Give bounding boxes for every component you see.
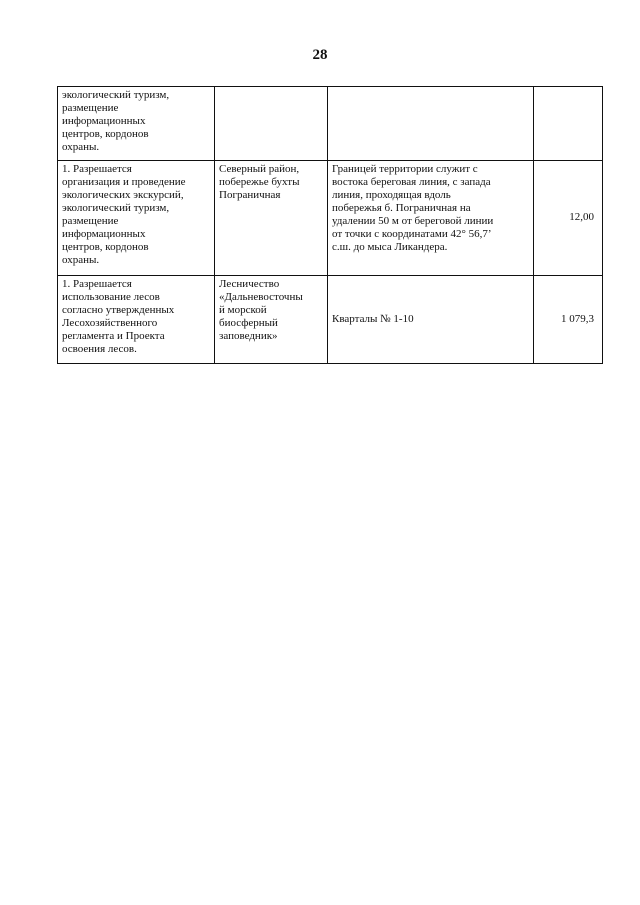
table-row [58,87,603,161]
activity-cell: 1. Разрешается использование лесов согласно утвержденных Лесохозяйственного регламента и Проекта освоения лесов. [58,276,215,364]
activity-cell: 1. Разрешается организация и проведение экологических экскурсий, экологический туризм, размещение информационных центров, кордонов охраны. [58,161,215,276]
location-cell: Северный район, побережье бухты Пограничная [215,161,328,276]
area-cell: 1 079,3 [534,276,603,364]
location-cell: Лесничество «Дальневосточны й морской биосферный заповедник» [215,276,328,364]
page-number: 28 [312,47,328,63]
area-cell: 12,00 [534,161,603,276]
boundary-cell: Границей территории служит с востока береговая линия, с запада линия, проходящая вдоль побережья б. Пограничная на удалении 50 м от береговой линии от точки с координатами 42° 56,7’ с.ш. до мыса Ликандера. [328,161,534,276]
boundary-cell: Кварталы № 1-10 [328,276,534,364]
activity-cell: экологический туризм, размещение информационных центров, кордонов охраны. [58,87,215,161]
boundary-cell [328,87,534,161]
area-cell [534,87,603,161]
location-cell [215,87,328,161]
table-row [58,276,603,364]
zoning-table [57,86,603,364]
table-row [58,161,603,276]
